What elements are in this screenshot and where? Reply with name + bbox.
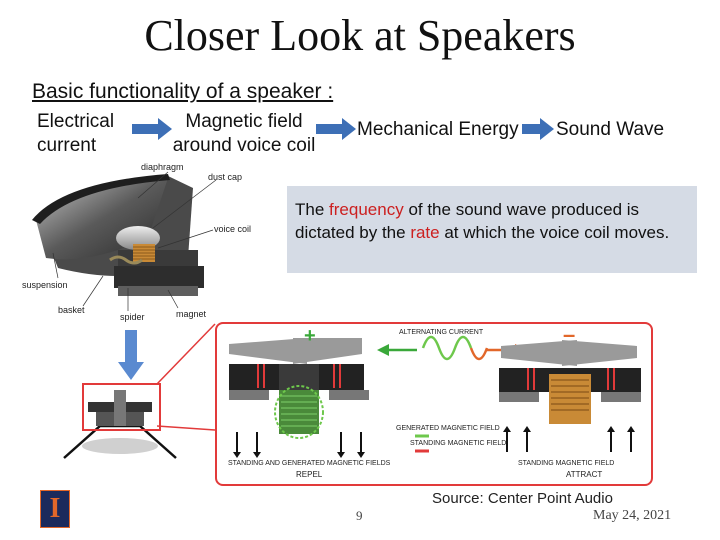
flow-step-2-line-1: Magnetic field <box>185 111 303 132</box>
connector-lines <box>157 322 217 432</box>
info-highlight-frequency: frequency <box>329 200 404 219</box>
label-basket: basket <box>58 305 85 315</box>
label-diaphragm: diaphragm <box>141 162 184 172</box>
info-highlight-rate: rate <box>410 223 440 242</box>
slide-subtitle: Basic functionality of a speaker : <box>32 80 334 103</box>
info-text-part-1: The <box>295 200 325 219</box>
slide-title: Closer Look at Speakers <box>144 11 576 60</box>
caption-left-1: STANDING AND GENERATED MAGNETIC FIELDS <box>228 460 391 467</box>
label-alternating-current: ALTERNATING CURRENT <box>399 329 484 336</box>
highlight-box <box>82 383 161 431</box>
label-dust-cap: dust cap <box>208 172 243 182</box>
flow-step-mechanical-energy: Mechanical Energy <box>357 119 519 140</box>
attract-speaker-diagram <box>499 340 641 452</box>
page-number: 9 <box>356 508 363 523</box>
label-voice-coil: voice coil <box>214 224 252 234</box>
caption-left-2: REPEL <box>296 470 323 479</box>
flow-step-sound-wave: Sound Wave <box>556 119 665 140</box>
flow-arrow-icon <box>316 118 356 140</box>
slide-date: May 24, 2021 <box>593 508 672 523</box>
label-generated-field: GENERATED MAGNETIC FIELD <box>396 425 500 432</box>
info-callout <box>287 186 697 273</box>
caption-right-1: STANDING MAGNETIC FIELD <box>518 460 615 467</box>
flow-step-2-line-2: around voice coil <box>172 135 316 156</box>
info-text-part-2: of the sound wave produced is dictated by the <box>295 200 640 242</box>
repel-speaker-diagram <box>229 338 369 458</box>
label-magnet: magnet <box>176 309 207 319</box>
label-spider: spider <box>120 312 145 322</box>
plus-sign: + <box>304 325 316 347</box>
label-standing-field: STANDING MAGNETIC FIELD <box>410 440 507 447</box>
speaker-cutaway-illustration <box>18 158 288 328</box>
minus-sign: – <box>563 324 576 347</box>
flow-step-1-line-2: current <box>37 135 97 156</box>
label-suspension: suspension <box>22 280 68 290</box>
caption-right-2: ATTRACT <box>566 470 603 479</box>
flow-step-electrical-current <box>37 110 114 158</box>
info-text-part-3: at which the voice coil moves. <box>444 223 670 242</box>
source-citation: Source: Center Point Audio <box>432 490 613 507</box>
flow-step-1-line-1: Electrical <box>37 111 115 132</box>
flow-step-magnetic-field <box>166 110 322 158</box>
university-logo <box>40 490 70 528</box>
logo-letter: I <box>49 493 61 524</box>
flow-arrow-icon <box>522 118 554 140</box>
down-arrow-icon <box>118 330 144 380</box>
